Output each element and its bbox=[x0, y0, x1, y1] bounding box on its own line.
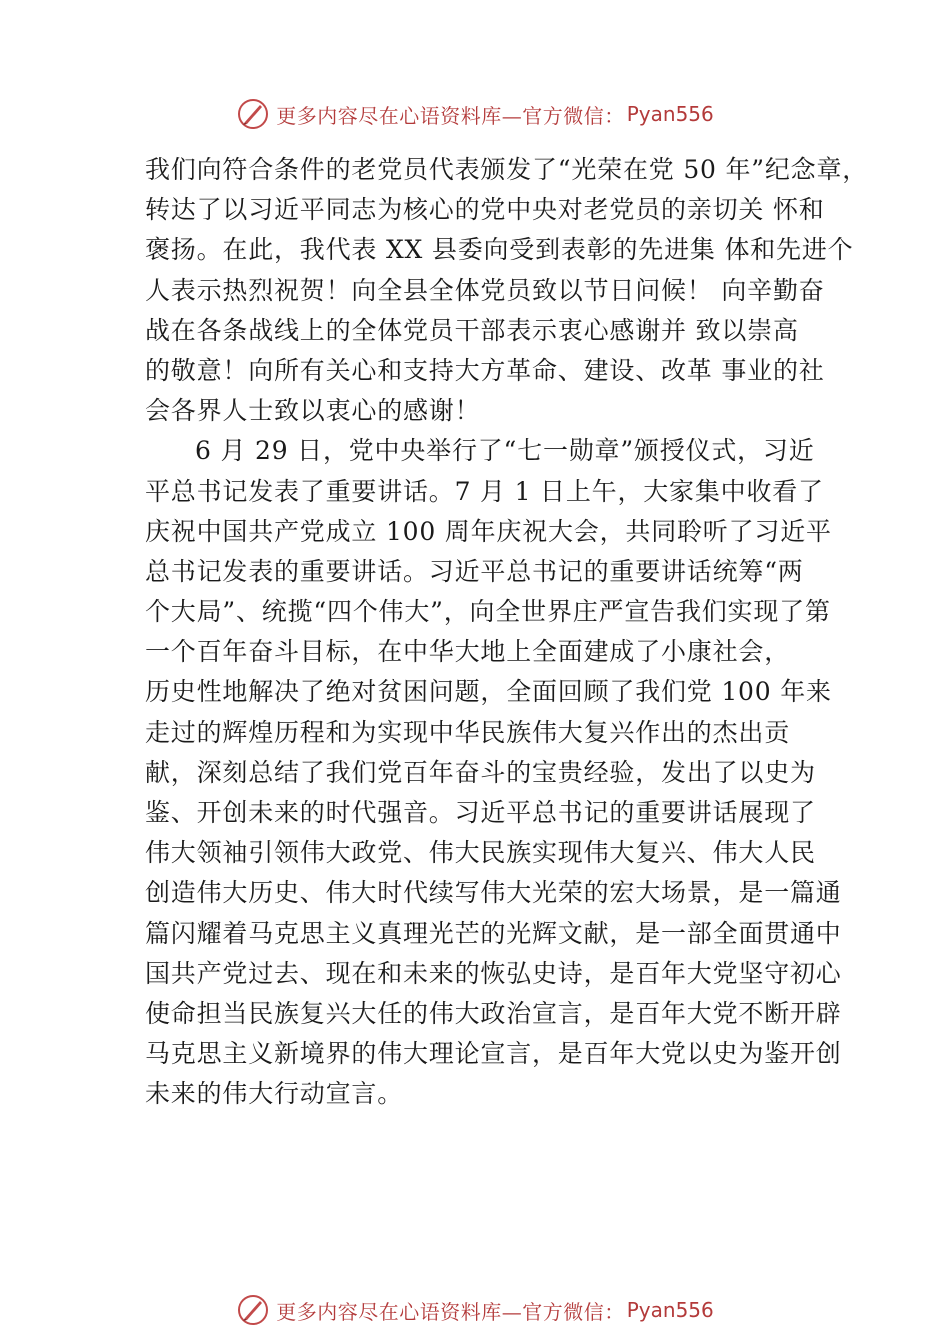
text-line: 我们向符合条件的老党员代表颁发了“光荣在党 50 年”纪念章， bbox=[145, 155, 869, 184]
text-line: 个大局”、统揽“四个伟大”，向全世界庄严宣告我们实现了第 bbox=[145, 597, 831, 627]
text-line: 未来的伟大行动宣言。 bbox=[145, 1079, 404, 1109]
text-line: 人表示热烈祝贺！向全县全体党员致以节日问候！ 向辛勤奋 bbox=[145, 275, 825, 305]
text-line: 褒扬。在此，我代表 XX 县委向受到表彰的先进集 体和先进个 bbox=[145, 235, 854, 265]
text-line: 使命担当民族复兴大任的伟大政治宣言，是百年大党不断开辟 bbox=[145, 998, 842, 1028]
text-line: 的敬意！向所有关心和支持大方革命、建设、改革 事业的社 bbox=[145, 355, 825, 385]
watermark-id: Pyan556 bbox=[626, 102, 714, 126]
text-line: 庆祝中国共产党成立 100 周年庆祝大会，共同聆听了习近平 bbox=[145, 516, 832, 546]
text-line: 一个百年奋斗目标，在中华大地上全面建成了小康社会， bbox=[145, 637, 791, 667]
text-line: 创造伟大历史、伟大时代续写伟大光荣的宏大场景，是一篇通 bbox=[145, 878, 842, 908]
document-body bbox=[145, 150, 869, 1115]
text-line-first: 6 月 29 日，党中央举行了“七一勋章”颁授仪式，习近 bbox=[195, 436, 815, 466]
watermark-id: Pyan556 bbox=[626, 1298, 714, 1322]
text-line: 平总书记发表了重要讲话。7 月 1 日上午，大家集中收看了 bbox=[145, 476, 824, 506]
text-line: 走过的辉煌历程和为实现中华民族伟大复兴作出的杰出贡 bbox=[145, 717, 791, 747]
quill-logo-icon bbox=[236, 97, 270, 131]
text-line: 鉴、开创未来的时代强音。习近平总书记的重要讲话展现了 bbox=[145, 798, 816, 827]
text-line: 马克思主义新境界的伟大理论宣言，是百年大党以史为鉴开创 bbox=[145, 1039, 842, 1069]
text-line: 篇闪耀着马克思主义真理光芒的光辉文献，是一部全面贯通中 bbox=[145, 918, 842, 948]
quill-logo-icon bbox=[236, 1293, 270, 1327]
text-line: 战在各条战线上的全体党员干部表示衷心感谢并 致以崇高 bbox=[145, 315, 799, 345]
text-line: 献，深刻总结了我们党百年奋斗的宝贵经验，发出了以史为 bbox=[145, 757, 816, 787]
watermark-text: 更多内容尽在心语资料库—官方微信： bbox=[276, 1299, 625, 1324]
text-line: 会各界人士致以衷心的感谢！ bbox=[145, 396, 481, 426]
text-line: 国共产党过去、现在和未来的恢弘史诗，是百年大党坚守初心 bbox=[145, 958, 842, 988]
header-watermark bbox=[0, 94, 950, 134]
paragraph-2 bbox=[145, 431, 845, 1114]
paragraph-1 bbox=[145, 150, 869, 431]
text-line: 转达了以习近平同志为核心的党中央对老党员的亲切关 怀和 bbox=[145, 195, 825, 225]
watermark-text: 更多内容尽在心语资料库—官方微信： bbox=[276, 103, 625, 128]
text-line: 历史性地解决了绝对贫困问题，全面回顾了我们党 100 年来 bbox=[145, 677, 832, 707]
text-line: 伟大领袖引领伟大政党、伟大民族实现伟大复兴、伟大人民 bbox=[145, 838, 816, 868]
text-line: 总书记发表的重要讲话。习近平总书记的重要讲话统筹“两 bbox=[145, 556, 804, 586]
footer-watermark bbox=[0, 1290, 950, 1330]
